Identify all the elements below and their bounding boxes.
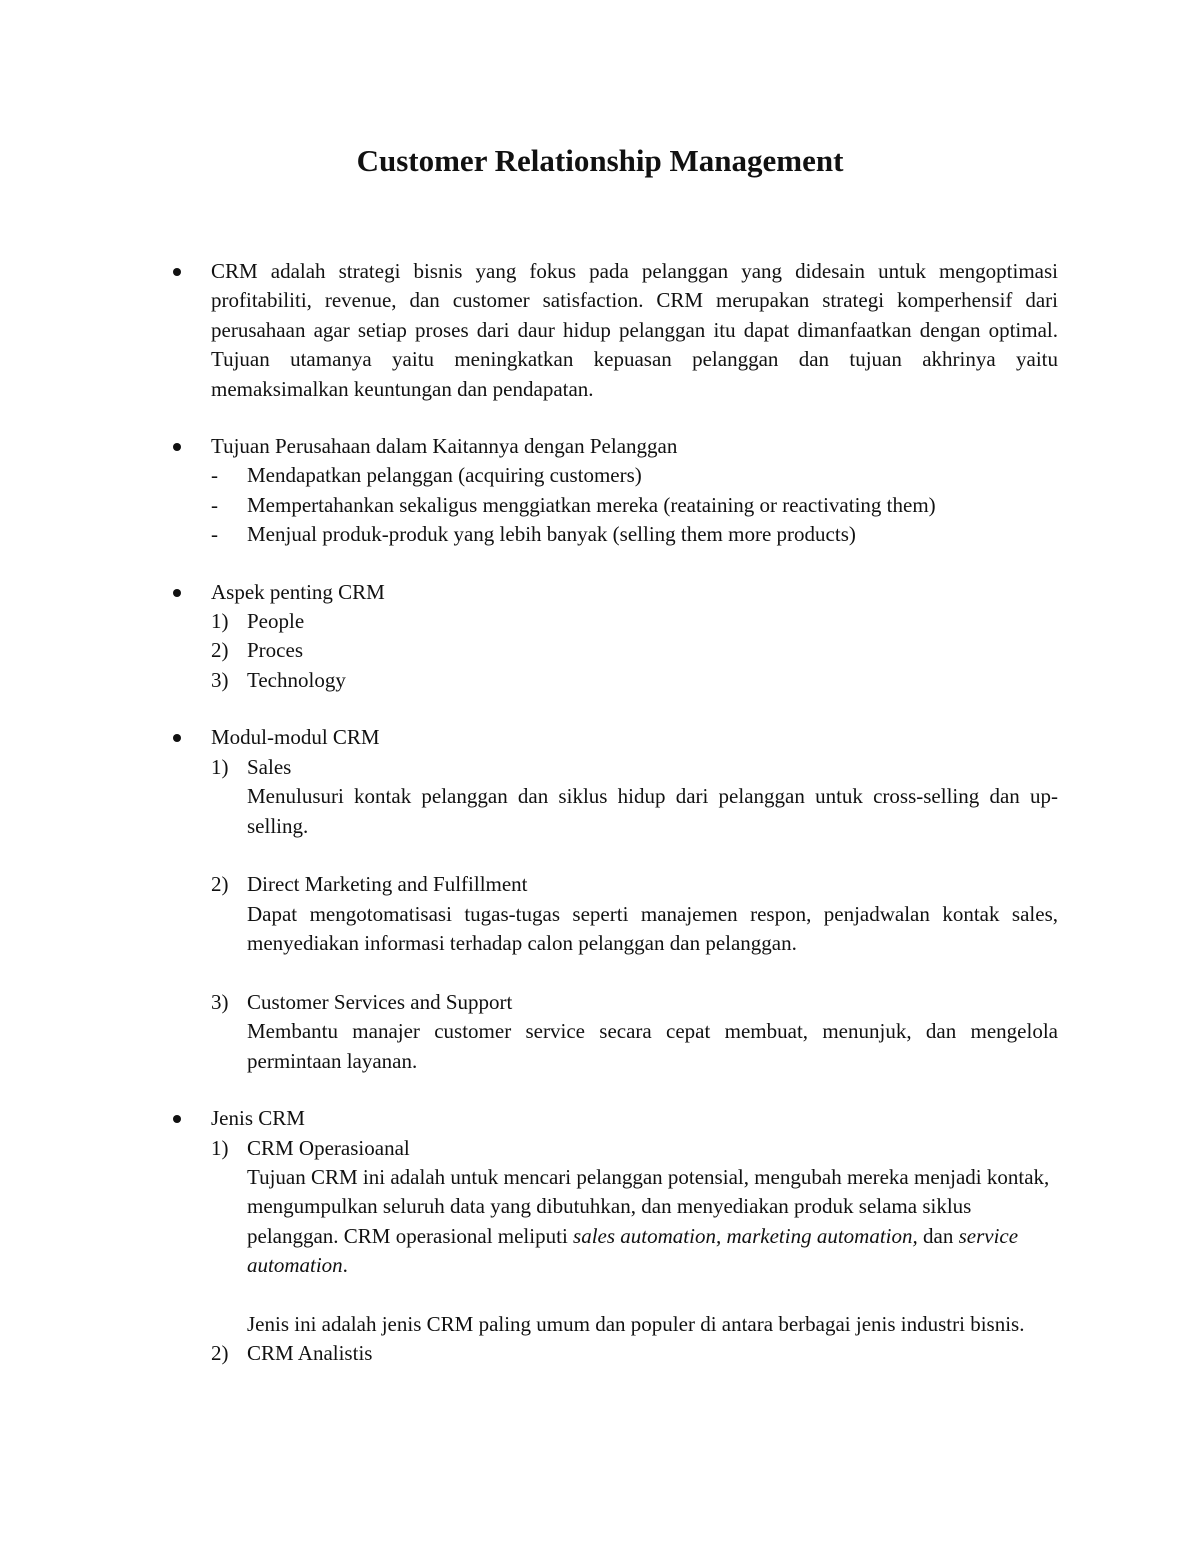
desc-italic: sales automation, marketing automation, — [573, 1223, 918, 1248]
list-item — [173, 491, 1058, 520]
list-item — [173, 1134, 1058, 1163]
list-item — [173, 1339, 1058, 1368]
list-item-description: Menulusuri kontak pelanggan dan siklus hidup dari pelanggan untuk cross-selling dan up-selling. — [247, 784, 1058, 838]
number-marker: 1) — [211, 609, 229, 634]
list-item — [173, 520, 1058, 549]
list-item — [173, 988, 1058, 1017]
bullet-heading — [173, 432, 1058, 461]
bullet-heading — [173, 578, 1058, 607]
list-item-text: Menjual produk-produk yang lebih banyak (selling them more products) — [247, 522, 856, 547]
list-item-title: CRM Analistis — [247, 1341, 373, 1366]
list-item-text: Proces — [247, 638, 303, 663]
list-item-description — [173, 1163, 1058, 1281]
number-marker: 2) — [211, 638, 229, 663]
list-item-text: Technology — [247, 667, 346, 692]
bullet-heading — [173, 1104, 1058, 1133]
dash-marker: - — [211, 492, 218, 517]
list-item-title: Customer Services and Support — [247, 989, 513, 1014]
list-item-description-extra: Jenis ini adalah jenis CRM paling umum dan populer di antara berbagai jenis industri bisnis. — [247, 1311, 1025, 1336]
dash-marker: - — [211, 522, 218, 547]
list-item-text: Mempertahankan sekaligus menggiatkan mereka (reataining or reactivating them) — [247, 492, 936, 517]
number-marker: 2) — [211, 872, 229, 897]
number-marker: 2) — [211, 1341, 229, 1366]
list-item-description: Dapat mengotomatisasi tugas-tugas seperti manajemen respon, penjadwalan kontak sales, menyediakan informasi terhadap calon pelanggan dan pelanggan. — [247, 901, 1058, 956]
bullet-modul — [173, 723, 1058, 1076]
list-item-title: Sales — [247, 754, 292, 779]
document-title: Customer Relationship Management — [356, 143, 844, 178]
number-marker: 1) — [211, 754, 229, 779]
intro-paragraph: CRM adalah strategi bisnis yang fokus pada pelanggan yang didesain untuk mengoptimasi profitabiliti, revenue, dan customer satisfaction. CRM merupakan strategi komperhensif dari perusahaan agar setiap proses dari daur hidup pelanggan itu dapat dimanfaatkan dengan optimal. Tujuan utamanya yaitu meningkatkan kepuasan pelanggan dan tujuan akhrinya yaitu memaksimalkan keuntungan dan pendapatan. — [211, 259, 1058, 401]
list-item-title: Direct Marketing and Fulfillment — [247, 872, 528, 897]
bullet-tujuan — [173, 432, 1058, 550]
modul-heading: Modul-modul CRM — [211, 725, 380, 750]
list-item — [173, 636, 1058, 665]
list-item — [173, 870, 1058, 899]
list-item-text: People — [247, 609, 305, 634]
list-item-title: CRM Operasioanal — [247, 1135, 410, 1160]
desc-text: . — [342, 1253, 348, 1278]
desc-text: dan — [917, 1223, 959, 1248]
number-marker: 3) — [211, 667, 229, 692]
bullet-dot-icon — [173, 589, 181, 597]
desc-text: Tujuan CRM ini adalah untuk mencari pelanggan potensial, mengubah mereka menjadi kontak, mengumpulkan seluruh data yang dibutuhkan, dan menyediakan produk selama siklus pelanggan. CRM operasional meliputi — [247, 1164, 1050, 1248]
bullet-heading — [173, 723, 1058, 752]
list-item-description: Membantu manajer customer service secara cepat membuat, menunjuk, dan mengelola permintaan layanan. — [247, 1019, 1058, 1073]
bullet-dot-icon — [173, 1115, 181, 1123]
tujuan-heading: Tujuan Perusahaan dalam Kaitannya dengan Pelanggan — [211, 434, 678, 459]
bullet-dot-icon — [173, 443, 181, 451]
number-marker: 3) — [211, 989, 229, 1014]
number-marker: 1) — [211, 1135, 229, 1160]
bullet-dot-icon — [173, 734, 181, 742]
desc-italic: service automation — [247, 1223, 1019, 1278]
list-item — [173, 666, 1058, 695]
spacer — [173, 959, 1058, 988]
jenis-heading: Jenis CRM — [211, 1106, 305, 1131]
aspek-heading: Aspek penting CRM — [211, 579, 385, 604]
list-item — [173, 461, 1058, 490]
list-item — [173, 607, 1058, 636]
bullet-intro — [173, 257, 1058, 404]
bullet-dot-icon — [173, 268, 181, 276]
list-item-text: Mendapatkan pelanggan (acquiring customers) — [247, 463, 642, 488]
list-item — [173, 753, 1058, 782]
bullet-aspek — [173, 578, 1058, 696]
spacer — [173, 1281, 1058, 1310]
dash-marker: - — [211, 463, 218, 488]
spacer — [173, 841, 1058, 870]
bullet-jenis — [173, 1104, 1058, 1369]
